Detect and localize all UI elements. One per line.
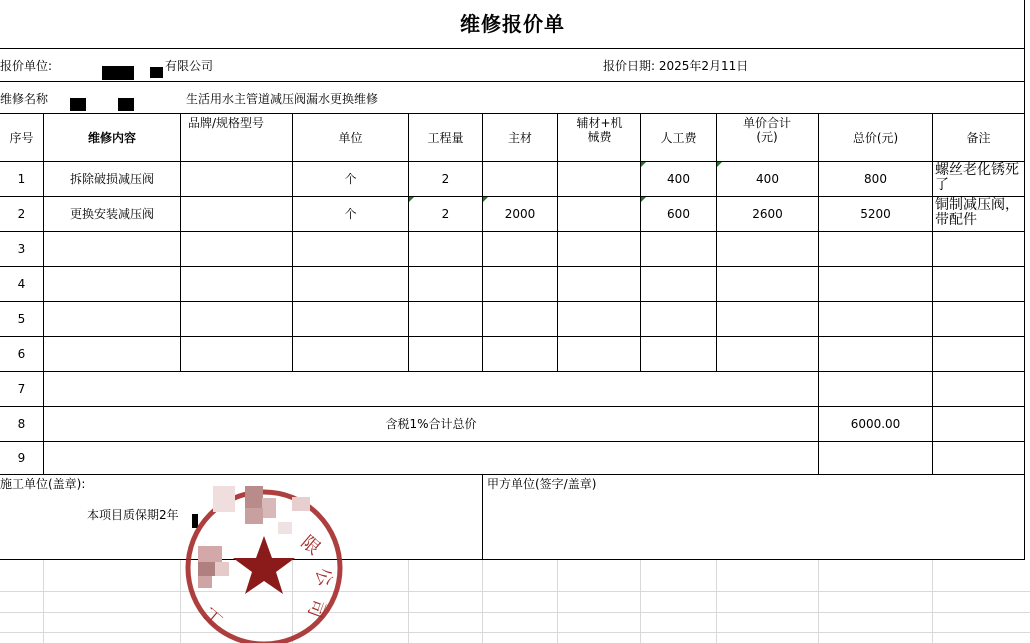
row-qty: 2 bbox=[441, 207, 450, 221]
quote-unit-label: 报价单位: bbox=[0, 59, 53, 73]
row-total: 800 bbox=[864, 172, 887, 186]
header-unit-total: 单价合计(元) bbox=[742, 116, 791, 144]
row-labor: 400 bbox=[667, 172, 690, 186]
header-note: 备注 bbox=[966, 130, 991, 145]
svg-text:公: 公 bbox=[311, 565, 337, 589]
row-unit-total: 400 bbox=[756, 172, 779, 186]
row-no: 4 bbox=[17, 277, 26, 291]
client-label: 甲方单位(签字/盖章) bbox=[487, 477, 597, 491]
row-no: 6 bbox=[17, 347, 26, 361]
cell-marker bbox=[409, 197, 414, 202]
header-brand: 品牌/规格型号 bbox=[187, 116, 265, 130]
row-main-material: 2000 bbox=[504, 207, 536, 221]
row-content: 拆除破损减压阀 bbox=[69, 172, 154, 186]
cell-marker bbox=[717, 162, 722, 167]
quote-unit-suffix: 有限公司 bbox=[165, 59, 214, 73]
row-total: 5200 bbox=[860, 207, 891, 221]
total-label: 含税1%合计总价 bbox=[385, 417, 477, 431]
cell-marker bbox=[641, 197, 646, 202]
row-no: 9 bbox=[17, 451, 26, 465]
row-qty: 2 bbox=[441, 172, 450, 186]
header-main-material: 主材 bbox=[507, 130, 532, 145]
redacted-repair-name bbox=[70, 98, 86, 111]
page-title: 维修报价单 bbox=[460, 11, 565, 36]
svg-text:工: 工 bbox=[199, 602, 228, 631]
grand-total: 6000.00 bbox=[850, 417, 901, 431]
redacted-company-name bbox=[102, 66, 134, 80]
header-total: 总价(元) bbox=[852, 130, 899, 145]
cell-marker bbox=[641, 162, 646, 167]
header-labor: 人工费 bbox=[660, 130, 697, 145]
row-unit: 个 bbox=[344, 207, 357, 221]
row-note: 铜制减压阀，带配件 bbox=[935, 197, 1019, 228]
repair-name-label: 维修名称 bbox=[0, 92, 49, 106]
contractor-label: 施工单位(盖章): bbox=[0, 477, 86, 491]
row-labor: 600 bbox=[667, 207, 690, 221]
svg-text:限: 限 bbox=[296, 531, 325, 560]
repair-name-value: 生活用水主管道减压阀漏水更换维修 bbox=[186, 92, 379, 106]
header-content: 维修内容 bbox=[87, 130, 136, 145]
quote-date: 报价日期: 2025年2月11日 bbox=[603, 59, 749, 73]
row-no: 2 bbox=[17, 207, 26, 221]
redacted-repair-name-2 bbox=[118, 98, 134, 111]
warranty-text: 本项目质保期2年 bbox=[87, 508, 179, 522]
header-qty: 工程量 bbox=[427, 130, 464, 145]
row-no: 3 bbox=[17, 242, 26, 256]
cell-marker bbox=[483, 197, 488, 202]
row-no: 7 bbox=[17, 382, 26, 396]
row-unit: 个 bbox=[344, 172, 357, 186]
row-note: 螺丝老化锈死了 bbox=[935, 162, 1019, 193]
header-no: 序号 bbox=[9, 130, 34, 145]
row-unit-total: 2600 bbox=[752, 207, 783, 221]
header-aux-material: 辅材+机械费 bbox=[576, 116, 623, 144]
svg-text:司: 司 bbox=[303, 596, 330, 621]
redacted-company-name-2 bbox=[150, 67, 163, 78]
row-no: 1 bbox=[17, 172, 26, 186]
header-unit: 单位 bbox=[338, 130, 363, 145]
row-content: 更换安装减压阀 bbox=[69, 207, 154, 221]
row-no: 8 bbox=[17, 417, 26, 431]
row-no: 5 bbox=[17, 312, 26, 326]
